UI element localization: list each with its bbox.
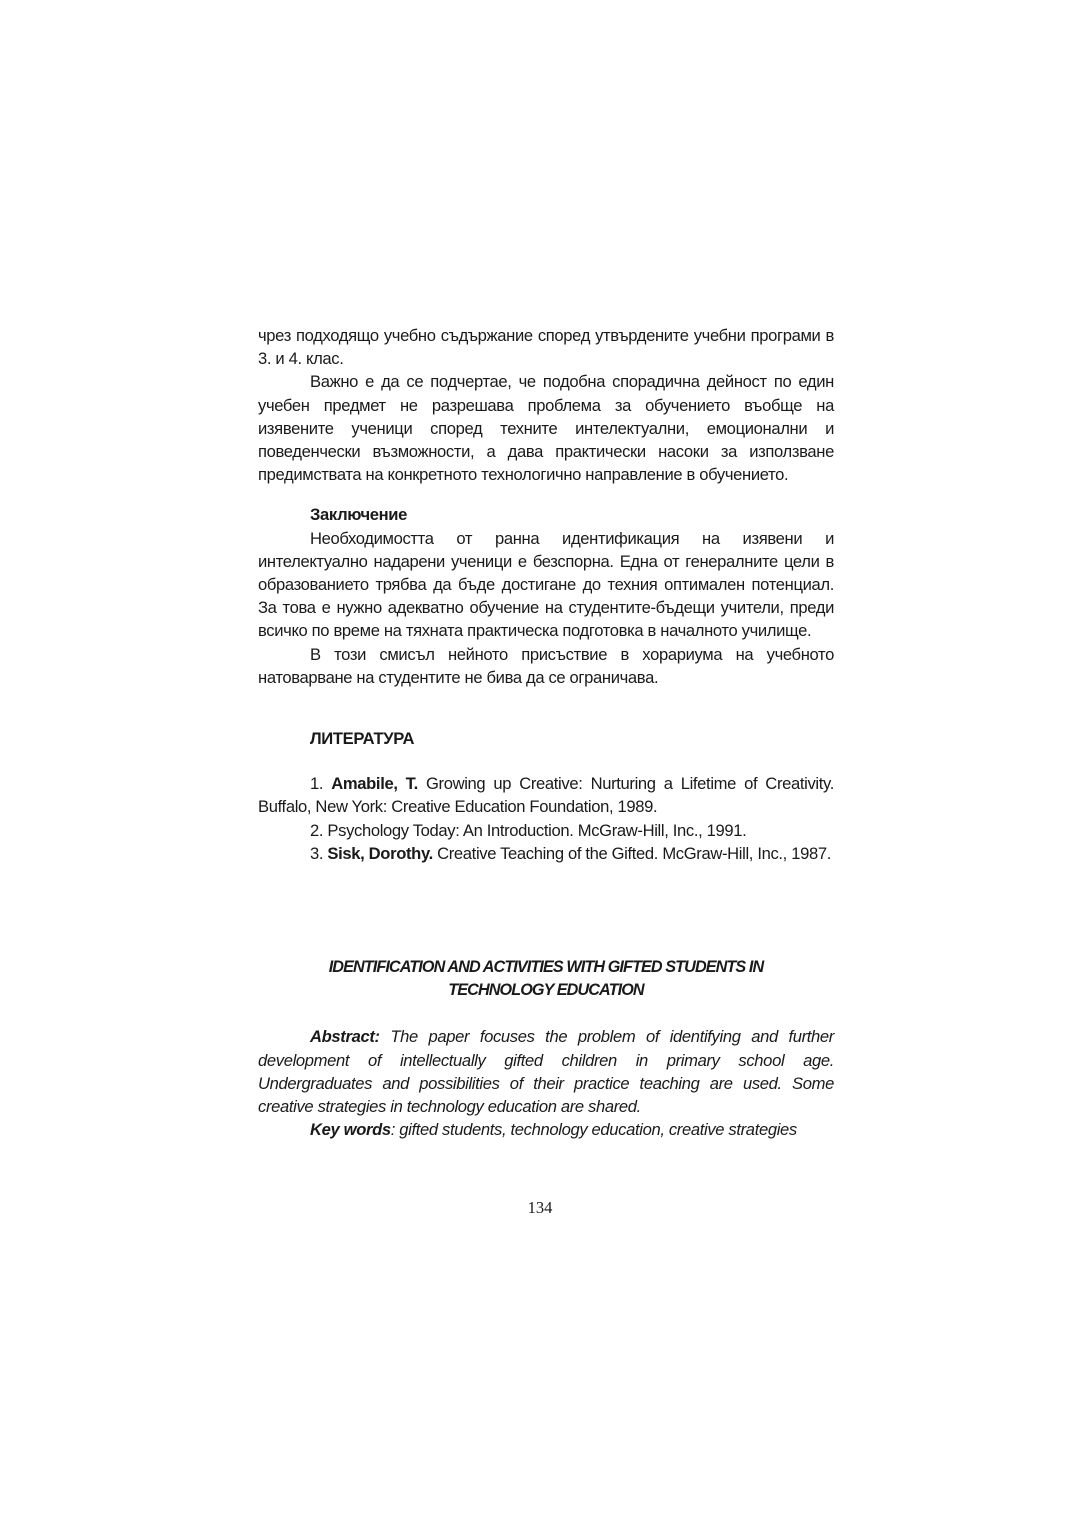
conclusion-heading: Заключение bbox=[310, 505, 408, 525]
reference-item bbox=[258, 842, 834, 865]
body-paragraph-2: Важно е да се подчертае, че подобна спорадична дейност по един учебен предмет не разрешава проблема за обучението въобще на изявените ученици според техните интелектуални, емоционални и поведенчески възможности, а дава практически насоки за използване предимствата на конкретното технологично направление в обучението. bbox=[258, 372, 834, 485]
keywords-label: Key words bbox=[310, 1120, 391, 1140]
reference-item bbox=[258, 772, 834, 818]
body-paragraph-1: чрез подходящо учебно съдържание според утвърдените учебни програми в 3. и 4. клас. bbox=[258, 326, 834, 369]
english-summary-title bbox=[258, 956, 834, 1002]
reference-text: Creative Teaching of the Gifted. McGraw-Hill, Inc., 1987. bbox=[432, 843, 831, 863]
reference-author: Sisk, Dorothy. bbox=[327, 843, 433, 863]
abstract-label: Abstract: bbox=[310, 1027, 380, 1047]
conclusion-paragraph-2: В този смисъл нейното присъствие в хорариума на учебното натоварване на студентите не бива да се ограничава. bbox=[258, 644, 834, 687]
literature-heading: ЛИТЕРАТУРА bbox=[310, 729, 415, 749]
reference-number: 3. bbox=[310, 843, 324, 863]
reference-item bbox=[258, 819, 834, 842]
page-content bbox=[258, 324, 834, 1141]
reference-number: 1. bbox=[310, 774, 324, 794]
english-title-line-1: IDENTIFICATION AND ACTIVITIES WITH GIFTED STUDENTS IN bbox=[328, 958, 764, 977]
abstract-paragraph bbox=[258, 1025, 834, 1118]
reference-text: Growing up Creative: Nurturing a Lifetime of Creativity. Buffalo, New York: Creative Education Foundation, 1989. bbox=[258, 774, 834, 817]
reference-text: Psychology Today: An Introduction. McGraw-Hill, Inc., 1991. bbox=[323, 820, 747, 840]
english-title-line-2: TECHNOLOGY EDUCATION bbox=[448, 981, 644, 1000]
main-text bbox=[258, 324, 834, 1141]
abstract-text: The paper focuses the problem of identifying and further development of intellectually gifted children in primary school age. Undergraduates and possibilities of their practice teaching are used. Some creative strategies in technology education are shared. bbox=[258, 1027, 834, 1117]
keywords-text: : gifted students, technology education, creative strategies bbox=[390, 1120, 797, 1140]
conclusion-paragraph-1: Необходимостта от ранна идентификация на изявени и интелектуално надарени ученици е безспорна. Една от генералните цели в образованието трябва да бъде достигане до техния оптимален потенциал. За това е нужно адекватно обучение на студентите-бъдещи учители, преди всичко по време на тяхната практическа подготовка в началното училище. bbox=[258, 528, 834, 641]
page-number: 134 bbox=[527, 1198, 553, 1217]
reference-author: Amabile, T. bbox=[331, 774, 418, 794]
keywords-paragraph bbox=[258, 1118, 834, 1141]
reference-number: 2. bbox=[310, 820, 324, 840]
reference-list bbox=[258, 772, 834, 865]
